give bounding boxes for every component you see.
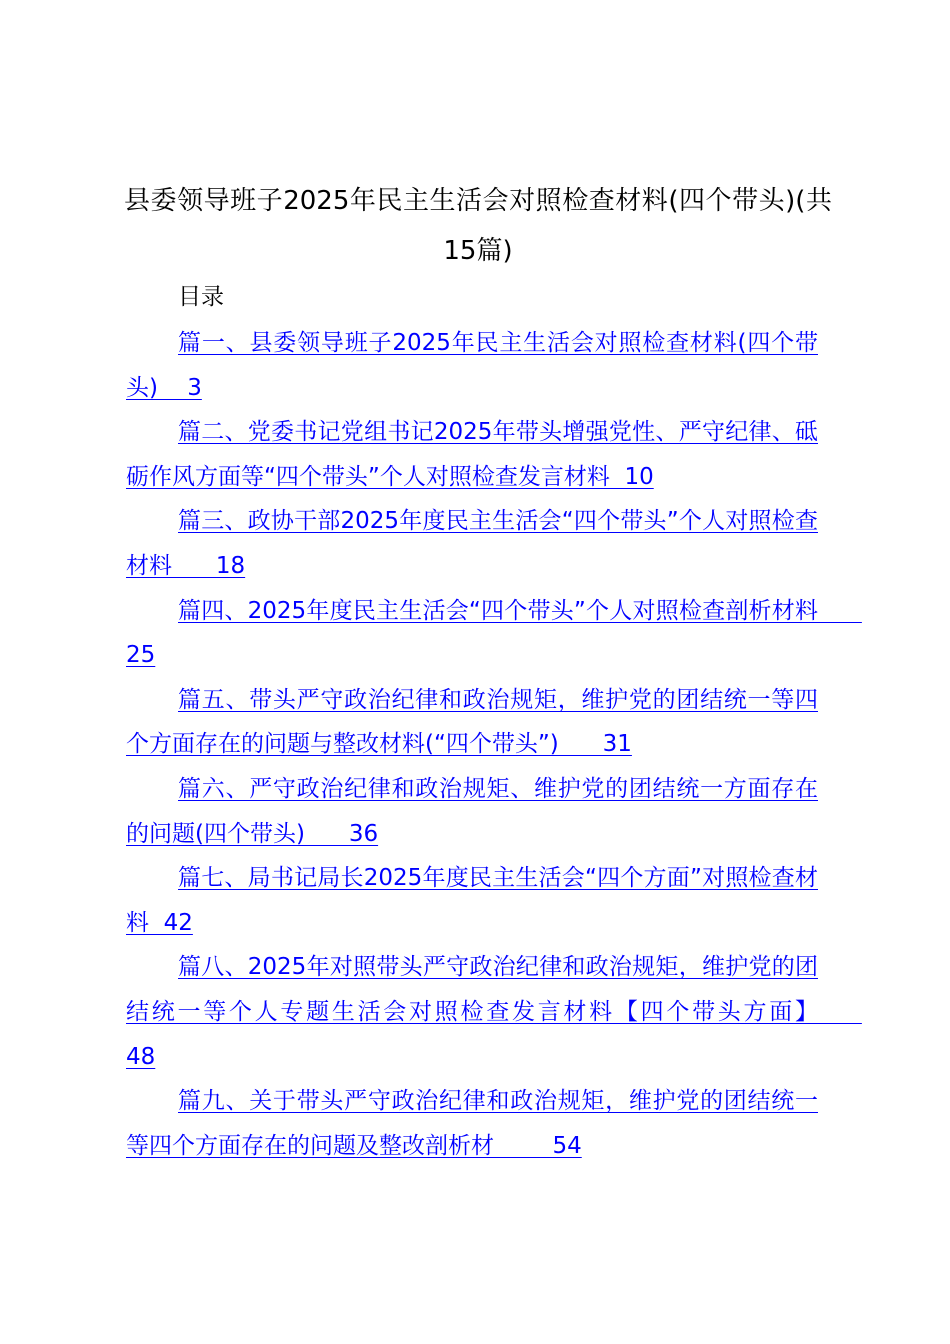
toc-link-7[interactable]: 篇七、局书记局长2025年度民主生活会“四个方面”对照检查材料 42 <box>126 865 818 936</box>
toc-link-4[interactable]: 篇四、2025年度民主生活会“四个带头”个人对照检查剖析材料 25 <box>126 597 862 669</box>
document-title: 县委领导班子2025年民主生活会对照检查材料(四个带头)(共15篇) <box>124 186 832 266</box>
toc-link-5[interactable]: 篇五、带头严守政治纪律和政治规矩，维护党的团结统一等四个方面存在的问题与整改材料(“四个带头”) 31 <box>126 686 818 758</box>
toc-entry-3 <box>126 499 818 588</box>
toc-link-8[interactable]: 篇八、2025年对照带头严守政治纪律和政治规矩，维护党的团结统一等个人专题生活会对照检查发言材料【四个带头方面】 48 <box>126 954 862 1070</box>
toc-entry-9 <box>126 1079 818 1168</box>
toc-heading: 目录 <box>178 284 224 310</box>
toc-entry-1 <box>126 321 818 410</box>
table-of-contents <box>126 321 862 1168</box>
toc-link-3[interactable]: 篇三、政协干部2025年度民主生活会“四个带头”个人对照检查材料 18 <box>126 508 818 579</box>
toc-entry-6 <box>126 767 818 856</box>
toc-link-6[interactable]: 篇六、严守政治纪律和政治规矩、维护党的团结统一方面存在的问题(四个带头) 36 <box>126 775 818 847</box>
toc-entry-4 <box>126 589 862 678</box>
toc-entry-5 <box>126 678 818 767</box>
toc-entry-7 <box>126 856 818 945</box>
toc-link-2[interactable]: 篇二、党委书记党组书记2025年带头增强党性、严守纪律、砥砺作风方面等“四个带头”个人对照检查发言材料 10 <box>126 419 818 490</box>
toc-link-9[interactable]: 篇九、关于带头严守政治纪律和政治规矩，维护党的团结统一等四个方面存在的问题及整改剖析材 54 <box>126 1088 818 1159</box>
toc-link-1[interactable]: 篇一、县委领导班子2025年民主生活会对照检查材料(四个带头) 3 <box>126 330 818 401</box>
toc-entry-2 <box>126 410 818 499</box>
toc-entry-8 <box>126 945 862 1079</box>
